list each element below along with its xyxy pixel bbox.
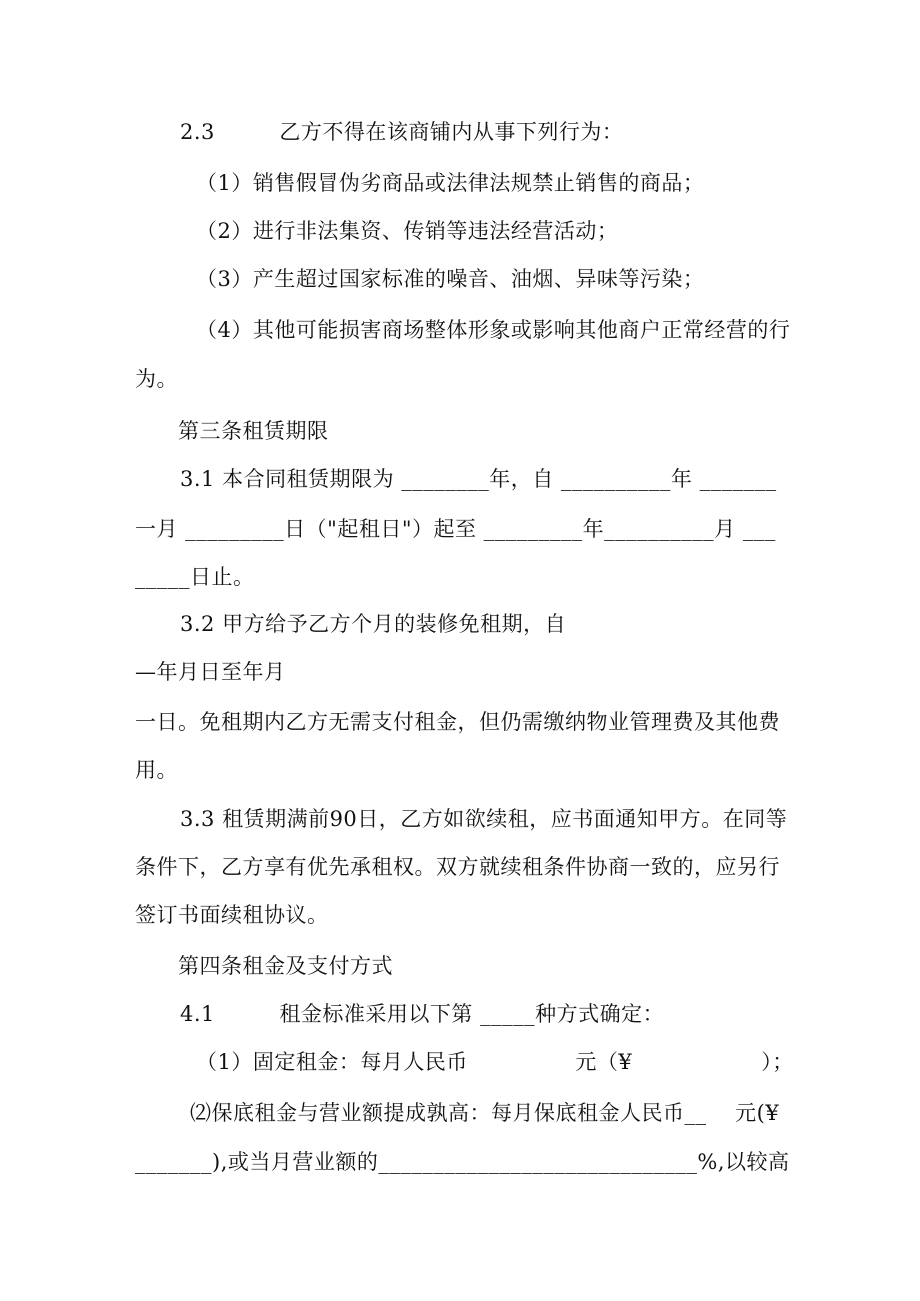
clause-4-1-item-2-cont: _______),或当月营业额的_____________________________%,以较高 (135, 1150, 790, 1174)
clause-3-1-line-3: _____日止。 (135, 565, 255, 589)
clause-2-3-item-4: （4）其他可能损害商场整体形象或影响其他商户正常经营的行 (196, 318, 791, 342)
clause-3-3-line-1: 3.3 租赁期满前90日，乙方如欲续租，应书面通知甲方。在同等 (180, 807, 788, 831)
clause-3-2-line-3: 一日。免租期内乙方无需支付租金，但仍需缴纳物业管理费及其他费 (135, 710, 780, 734)
clause-2-3-item-3: （3）产生超过国家标准的噪音、油烟、异味等污染； (196, 267, 705, 291)
clause-2-3-item-4-cont: 为。 (135, 367, 178, 391)
clause-3-3-line-3: 签订书面续租协议。 (135, 903, 329, 927)
clause-3-2-line-2: —年月日至年月 (135, 660, 286, 684)
clause-4-1-item-1: （1）固定租金：每月人民币 元（¥ ）； (196, 1050, 794, 1074)
clause-3-2-line-4: 用。 (135, 758, 178, 782)
clause-2-3-item-2: （2）进行非法集资、传销等违法经营活动； (196, 219, 619, 243)
clause-4-1-heading: 4.1 租金标准采用以下第 _____种方式确定： (180, 1002, 665, 1026)
clause-3-1-line-1: 3.1 本合同租赁期限为 ________年，自 __________年 _______ (180, 467, 777, 491)
clause-2-3-item-1: （1）销售假冒伪劣商品或法律法规禁止销售的商品； (196, 171, 705, 195)
section-3-title: 第三条租赁期限 (178, 419, 329, 443)
clause-3-1-line-2: 一月 _________日（"起租日"）起至 _________年__________月 ___ (135, 517, 776, 541)
clause-4-1-item-2: ⑵保底租金与营业额提成孰高：每月保底租金人民币__ 元(¥ (190, 1101, 780, 1125)
clause-3-3-line-2: 条件下，乙方享有优先承租权。双方就续租条件协商一致的，应另行 (135, 855, 780, 879)
section-4-title: 第四条租金及支付方式 (178, 954, 393, 978)
clause-2-3-heading: 2.3 乙方不得在该商铺内从事下列行为： (180, 120, 624, 144)
clause-3-2-line-1: 3.2 甲方给予乙方个月的装修免租期，自 (180, 612, 567, 636)
